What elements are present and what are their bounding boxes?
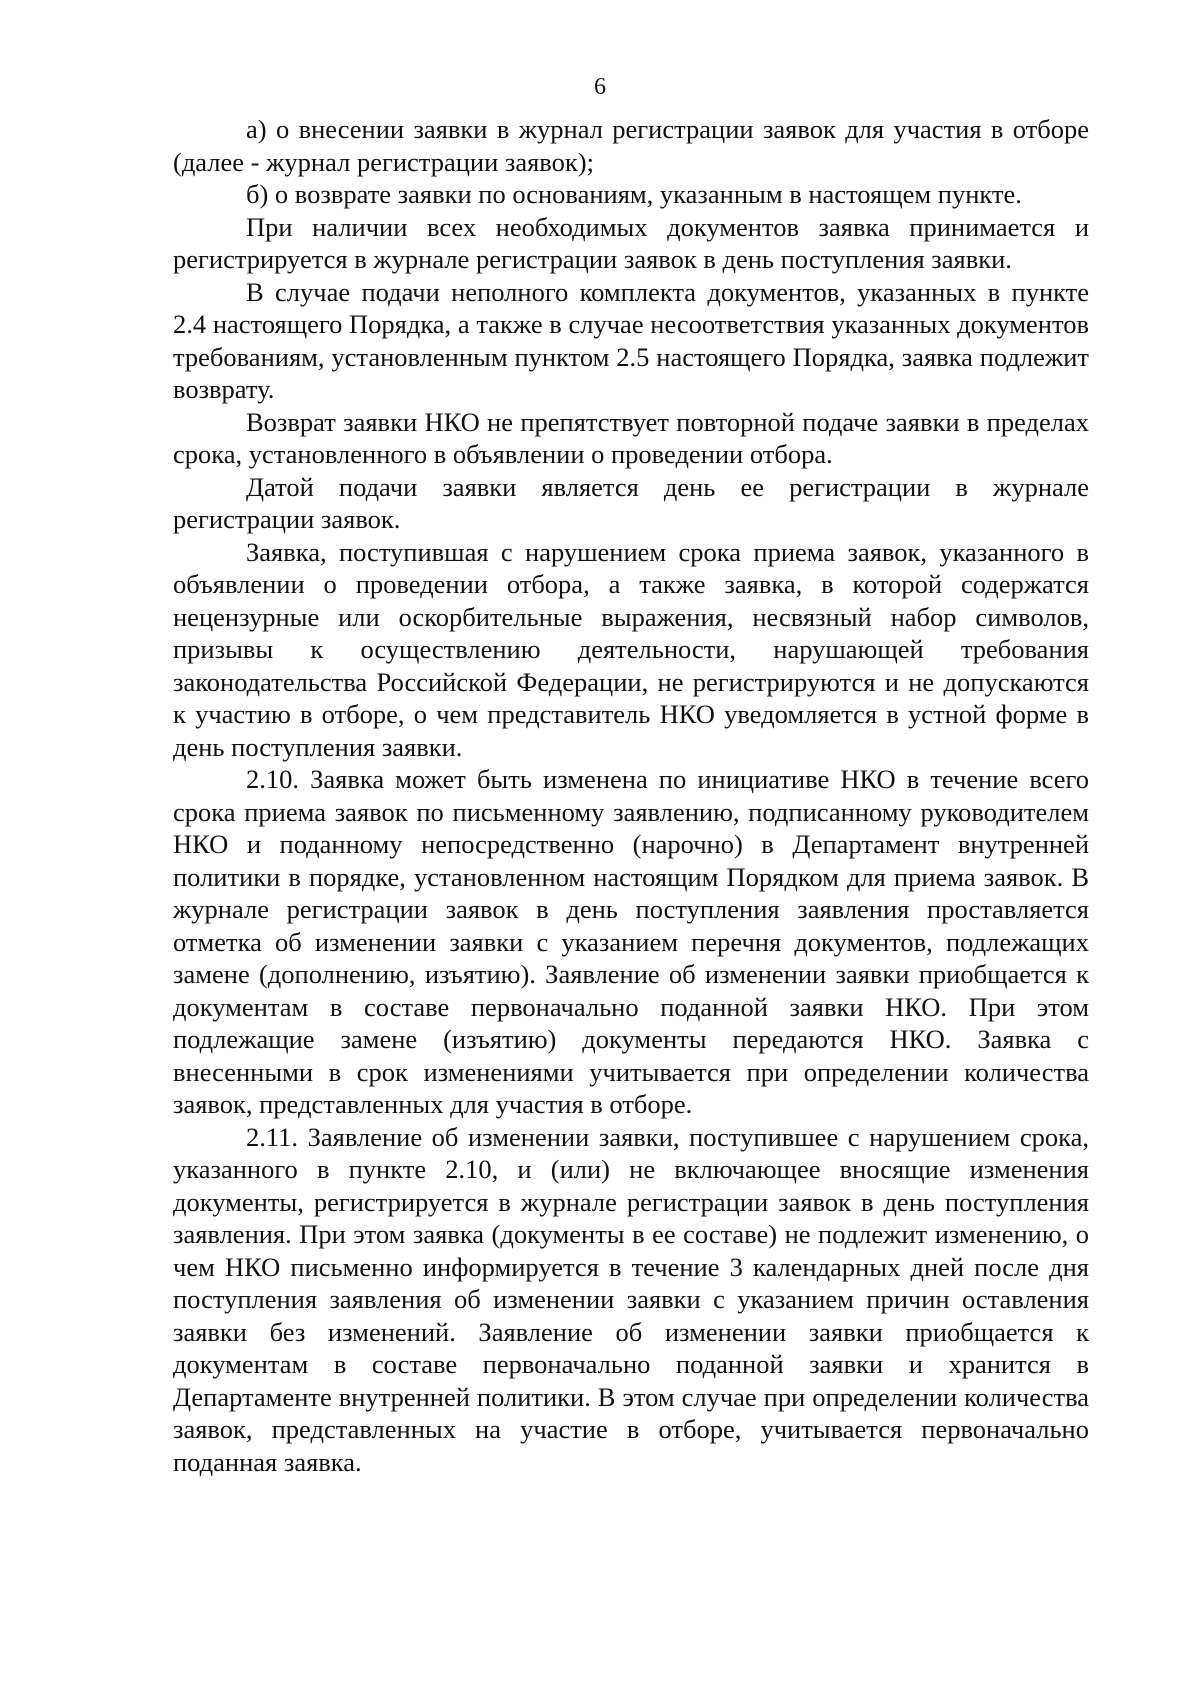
page-number: 6 <box>594 74 606 100</box>
paragraph-item-b: б) о возврате заявки по основаниям, указанным в настоящем пункте. <box>246 179 1022 209</box>
paragraph-section-2-11: 2.11. Заявление об изменении заявки, поступившее с нарушением срока, указанного в пункте 2.10, и (или) не включающее вносящие изменения документы, регистрируется в журнале регистрации заявок в день поступления заявления. При этом заявка (документы в ее составе) не подлежит изменению, о чем НКО письменно информируется в течение 3 календарных дней после дня поступления заявления об изменении заявки с указанием причин оставления заявки без изменений. Заявление об изменении заявки приобщается к документам в составе первоначально поданной заявки и хранится в Департаменте внутренней политики. В этом случае при определении количества заявок, представленных на участие в отборе, учитывается первоначально поданная заявка. <box>173 1121 1089 1477</box>
paragraph-not-registered: Заявка, поступившая с нарушением срока приема заявок, указанного в объявлении о проведении отбора, а также заявка, в которой содержатся нецензурные или оскорбительные выражения, несвязный набор символов, призывы к осуществлению деятельности, нарушающей требования законодательства Российской Федерации, не регистрируются и не допускаются к участию в отборе, о чем представитель НКО уведомляется в устной форме в день поступления заявки. <box>173 536 1089 762</box>
paragraph-incomplete-set: В случае подачи неполного комплекта документов, указанных в пункте 2.4 настоящего Порядка, а также в случае несоответствия указанных документов требованиям, установленным пунктом 2.5 настоящего Порядка, заявка подлежит возврату. <box>173 276 1089 404</box>
paragraph-acceptance: При наличии всех необходимых документов заявка принимается и регистрируется в журнале регистрации заявок в день поступления заявки. <box>173 211 1089 274</box>
paragraph-return-resubmission: Возврат заявки НКО не препятствует повторной подаче заявки в пределах срока, установленного в объявлении о проведении отбора. <box>173 406 1089 469</box>
paragraph-submission-date: Датой подачи заявки является день ее регистрации в журнале регистрации заявок. <box>173 471 1089 534</box>
paragraph-section-2-10: 2.10. Заявка может быть изменена по инициативе НКО в течение всего срока приема заявок по письменному заявлению, подписанному руководителем НКО и поданному непосредственно (нарочно) в Департамент внутренней политики в порядке, установленном настоящим Порядком для приема заявок. В журнале регистрации заявок в день поступления заявления проставляется отметка об изменении заявки с указанием перечня документов, подлежащих замене (дополнению, изъятию). Заявление об изменении заявки приобщается к документам в составе первоначально поданной заявки НКО. При этом подлежащие замене (изъятию) документы передаются НКО. Заявка с внесенными в срок изменениями учитывается при определении количества заявок, представленных для участия в отборе. <box>173 764 1089 1119</box>
paragraph-item-a: а) о внесении заявки в журнал регистрации заявок для участия в отборе (далее - журнал регистрации заявок); <box>173 114 1089 177</box>
document-body <box>173 113 1089 1478</box>
